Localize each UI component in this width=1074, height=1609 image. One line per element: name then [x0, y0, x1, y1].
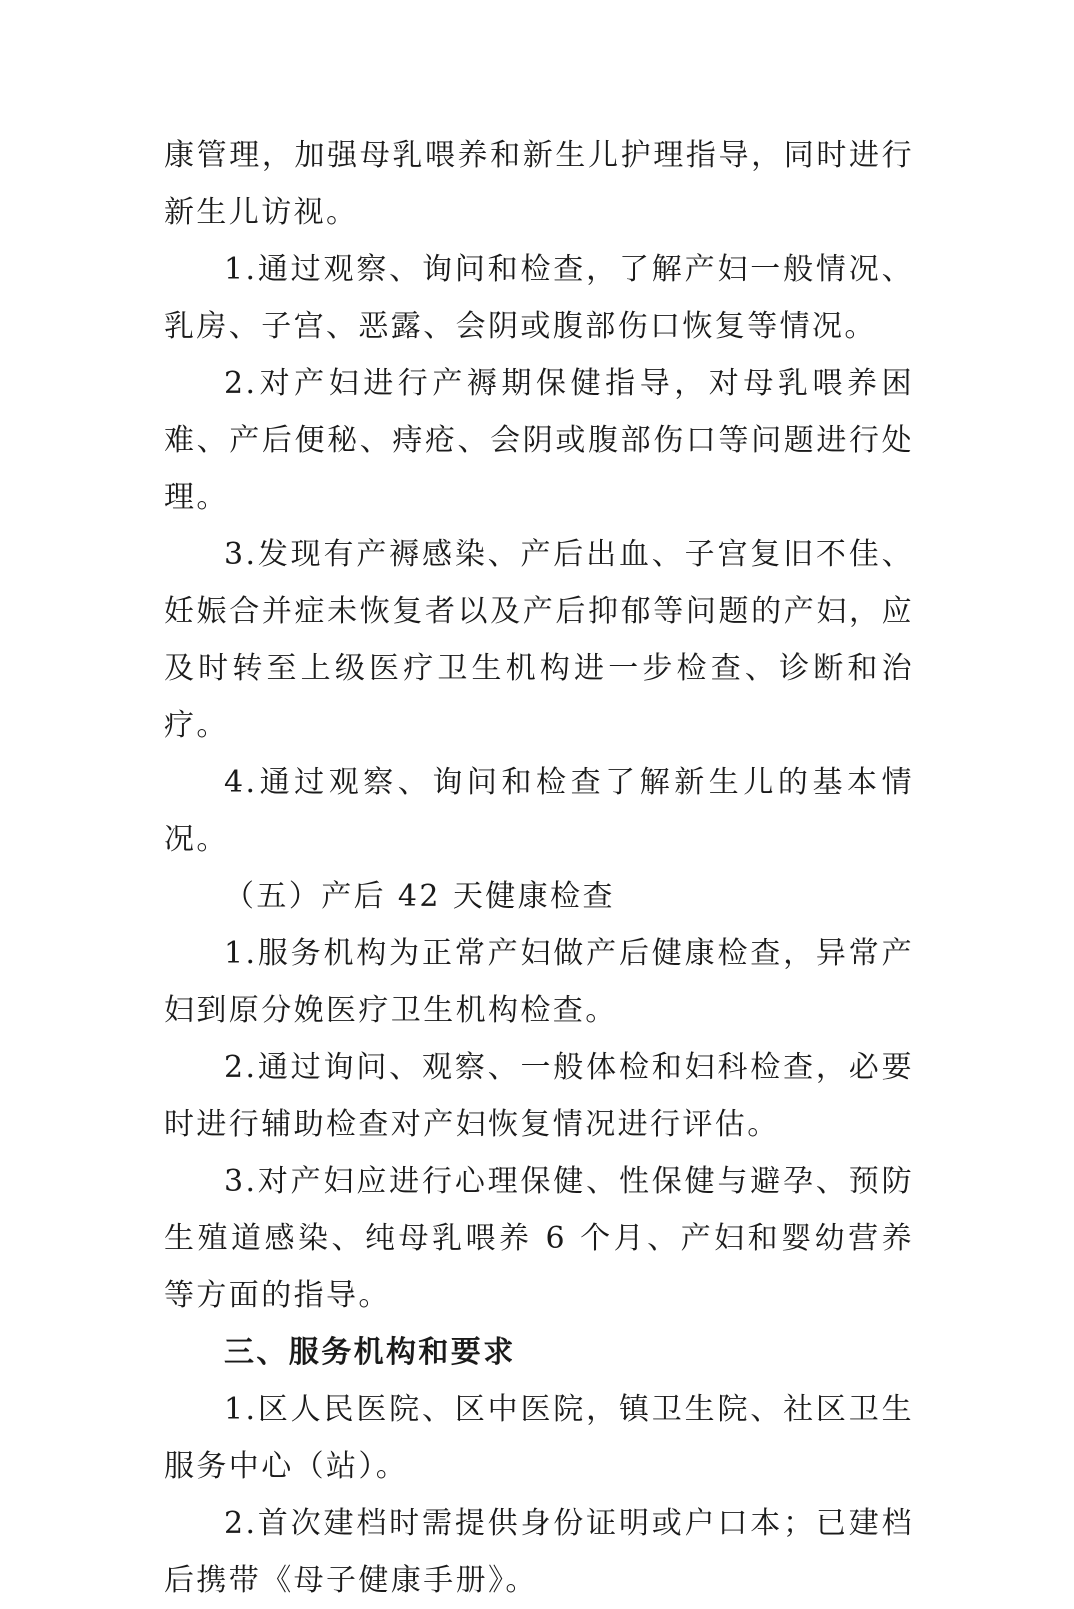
paragraph-section5-item-2: 2.通过询问、观察、一般体检和妇科检查，必要时进行辅助检查对产妇恢复情况进行评估。 [164, 1050, 914, 1142]
paragraph-item-2: 2.对产妇进行产褥期保健指导，对母乳喂养困难、产后便秘、痔疮、会阴或腹部伤口等问题进行处理。 [164, 366, 914, 515]
document-body [164, 127, 914, 1609]
section-heading-3: 三、服务机构和要求 [224, 1335, 516, 1370]
paragraph-section5-item-1: 1.服务机构为正常产妇做产后健康检查，异常产妇到原分娩医疗卫生机构检查。 [164, 936, 914, 1028]
paragraph-section3-item-2: 2.首次建档时需提供身份证明或户口本；已建档后携带《母子健康手册》。 [164, 1506, 914, 1598]
paragraph-item-4: 4.通过观察、询问和检查了解新生儿的基本情况。 [164, 765, 914, 857]
section-heading-5: （五）产后 42 天健康检查 [224, 879, 615, 914]
paragraph-continuation: 康管理，加强母乳喂养和新生儿护理指导，同时进行新生儿访视。 [164, 138, 914, 230]
paragraph-section3-item-1: 1.区人民医院、区中医院，镇卫生院、社区卫生服务中心（站）。 [164, 1392, 914, 1484]
paragraph-item-1: 1.通过观察、询问和检查，了解产妇一般情况、乳房、子宫、恶露、会阴或腹部伤口恢复等情况。 [164, 252, 914, 344]
paragraph-section5-item-3: 3.对产妇应进行心理保健、性保健与避孕、预防生殖道感染、纯母乳喂养 6 个月、产妇和婴幼营养等方面的指导。 [164, 1164, 914, 1313]
paragraph-item-3: 3.发现有产褥感染、产后出血、子宫复旧不佳、妊娠合并症未恢复者以及产后抑郁等问题的产妇，应及时转至上级医疗卫生机构进一步检查、诊断和治疗。 [164, 537, 914, 743]
